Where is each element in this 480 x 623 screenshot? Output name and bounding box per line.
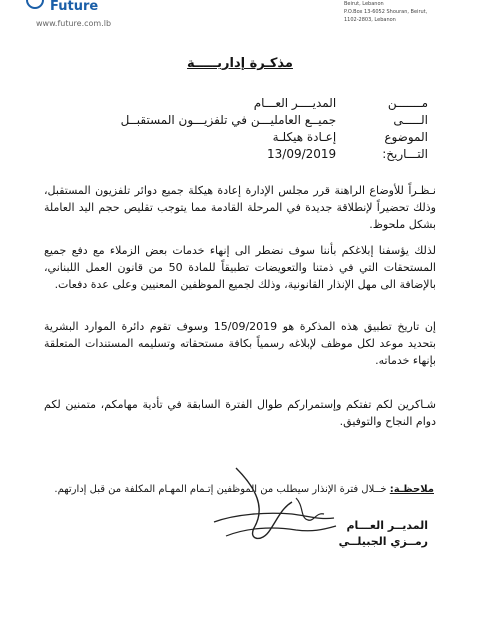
field-label: الـــــى [393, 113, 428, 127]
brand-name: Future [50, 0, 99, 14]
field-value: 13/09/2019 [267, 147, 337, 161]
paragraph-effective-date: إن تاريخ تطبيق هذه المذكرة هو 15/09/2019 وسوف تقوم دائرة الموارد البشرية بتحديد موعد لكل موظف لإبلاغه رسمياً بكافة مستحقاته وتسليمه المستندات المتعلقة بإنهاء خدماته. [44, 320, 436, 367]
memo-title: مذكـرة إداريـــــة [187, 56, 293, 71]
note-label: ملاحظـة: [389, 484, 434, 495]
address-block [344, 0, 427, 24]
paragraph-termination: لذلك يؤسفنا إبلاغكم بأننا سوف نضطر الى إنهاء خدمات بعض الزملاء مع دفع جميع المستحقات التي في ذمتنا والتعويضات تطبيقاً للمادة 50 من قانون العمل اللبناني، بالإضافة الى مهل الإنذار القانونية، وذلك لجميع الموظفين المعنيين وعلى عدة دفعات. [44, 244, 436, 291]
signatory-title: المديــر العـــام [346, 519, 428, 532]
field-label: التـــاريخ: [382, 147, 428, 161]
field-from [254, 96, 428, 110]
address-line: 1102-2803, Lebanon [344, 17, 396, 23]
field-subject [273, 130, 428, 144]
paragraph-thanks: شـاكرين لكم تفتكم وإستمراركم طوال الفترة السابقة في تأدية مهامكم، متمنين لكم دوام النجاح والتوفيق. [44, 398, 436, 428]
paragraph-intro: نـظـراً للأوضاع الراهنة قرر مجلس الإدارة إعادة هيكلة جميع دوائر تلفزيون المستقبل، وذلك تحضيراً لإنطلاقة جديدة في المرحلة القادمة مما يتوجب تقليص حجم اليد العاملة بشكل ملحوظ. [44, 184, 436, 231]
field-date [267, 147, 428, 161]
note-text: خــلال فترة الإنذار سيطلب من الموظفين إتـمام المهـام المكلفة من قبل إدارتهم. [54, 484, 387, 495]
field-label: مـــــــن [387, 96, 428, 110]
field-value: جميــع العامليـــن في تلفزيـــون المستقبــل [120, 113, 337, 127]
signatory-name: رمــزي الجبيلــي [338, 535, 428, 548]
field-value: إعـادة هيكلـة [272, 130, 337, 144]
field-label: الموضوع [384, 130, 428, 144]
future-logo-icon [26, 0, 44, 9]
address-line: P.O.Box 13-6052 Shouran, Beirut, [344, 9, 428, 15]
field-value: المديــــر العـــام [253, 96, 337, 110]
letterhead [0, 0, 480, 34]
brand-url: www.future.com.lb [36, 19, 112, 28]
field-to [121, 113, 428, 127]
signature-icon [196, 448, 346, 558]
address-line: Beirut, Lebanon [344, 1, 384, 7]
